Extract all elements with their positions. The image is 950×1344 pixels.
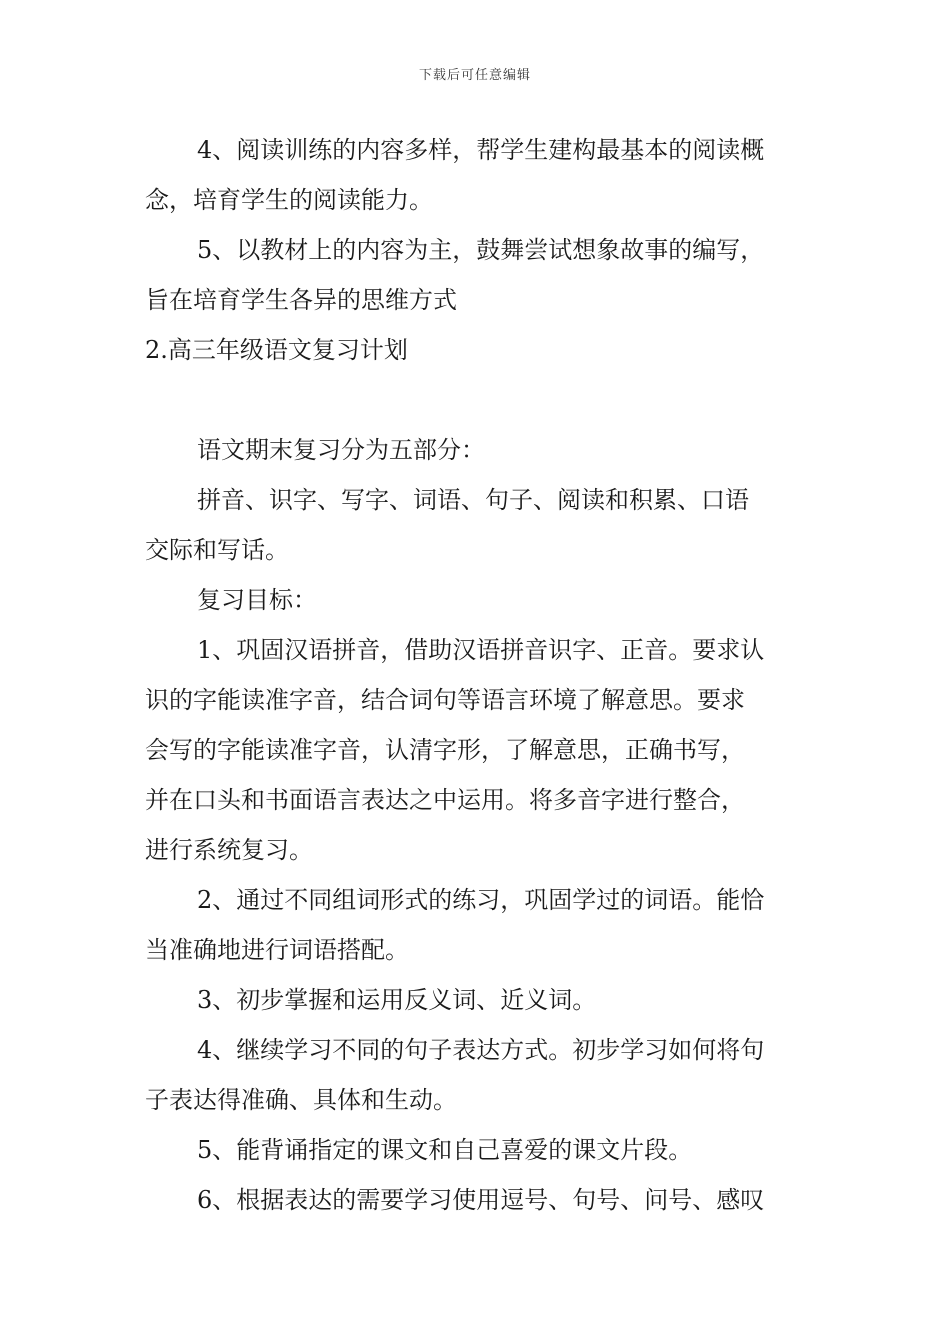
page-header: 下载后可任意编辑	[418, 68, 531, 83]
paragraph-line: 3、初步掌握和运用反义词、近义词。	[197, 986, 597, 1014]
paragraph-line: 5、以教材上的内容为主，鼓舞尝试想象故事的编写，	[197, 236, 765, 264]
paragraph-line: 旨在培育学生各异的思维方式	[145, 286, 457, 314]
paragraph-line: 4、阅读训练的内容多样，帮学生建构最基本的阅读概	[197, 136, 765, 164]
paragraph-line: 4、继续学习不同的句子表达方式。初步学习如何将句	[197, 1036, 765, 1064]
paragraph-line: 2、通过不同组词形式的练习，巩固学过的词语。能恰	[197, 886, 765, 914]
paragraph-line: 念，培育学生的阅读能力。	[145, 186, 433, 214]
blank-spacer	[145, 375, 810, 425]
paragraph-line: 识的字能读准字音，结合词句等语言环境了解意思。要求	[145, 686, 745, 714]
paragraph-line: 拼音、识字、写字、词语、句子、阅读和积累、口语	[197, 486, 749, 514]
paragraph-line: 5、能背诵指定的课文和自己喜爱的课文片段。	[197, 1136, 693, 1164]
paragraph-line: 子表达得准确、具体和生动。	[145, 1086, 457, 1114]
section-heading: 2.高三年级语文复习计划	[145, 336, 408, 364]
paragraph-line: 进行系统复习。	[145, 836, 313, 864]
paragraph-line: 语文期末复习分为五部分：	[197, 436, 485, 464]
paragraph-line: 6、根据表达的需要学习使用逗号、句号、问号、感叹	[197, 1186, 765, 1214]
paragraph-line: 1、巩固汉语拼音，借助汉语拼音识字、正音。要求认	[197, 636, 765, 664]
paragraph-line: 复习目标：	[197, 586, 317, 614]
paragraph-line: 交际和写话。	[145, 536, 289, 564]
paragraph-line: 会写的字能读准字音，认清字形，了解意思，正确书写，	[145, 736, 745, 764]
paragraph-line: 当准确地进行词语搭配。	[145, 936, 409, 964]
document-body	[145, 125, 810, 1225]
paragraph-line: 并在口头和书面语言表达之中运用。将多音字进行整合，	[145, 786, 745, 814]
